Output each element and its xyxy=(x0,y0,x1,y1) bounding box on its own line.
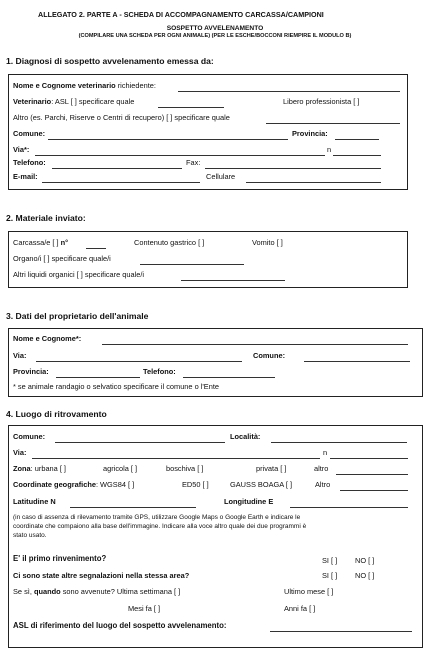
organo-checkbox[interactable]: Organo/i [ ] specificare quale/i xyxy=(13,254,111,263)
owner-name-field[interactable] xyxy=(102,344,408,345)
via-field[interactable] xyxy=(35,155,325,156)
civico-label: n xyxy=(327,145,332,154)
email-label: E-mail: xyxy=(13,172,38,181)
coordinate-altro-field[interactable] xyxy=(340,490,408,491)
luogo-via-label: Via: xyxy=(13,448,27,457)
liquidi-specify-field[interactable] xyxy=(181,280,285,281)
altro-ente-label: Altro (es. Parchi, Riserve o Centri di recupero) [ ] specificare quale xyxy=(13,113,230,122)
cellulare-field[interactable] xyxy=(246,182,381,183)
asl-riferimento-field[interactable] xyxy=(270,631,412,632)
primo-rinvenimento-label: E' il primo rinvenimento? xyxy=(13,554,107,563)
section-1-title: 1. Diagnosi di sospetto avvelenamento emessa da: xyxy=(6,56,214,66)
fax-label: Fax: xyxy=(186,158,201,167)
telefono-field[interactable] xyxy=(52,168,182,169)
section-2-title: 2. Materiale inviato: xyxy=(6,213,86,223)
luogo-civico-field[interactable] xyxy=(330,458,408,459)
asl-riferimento-label: ASL di riferimento del luogo del sospetto avvelenamento: xyxy=(13,621,227,630)
owner-provincia-field[interactable] xyxy=(56,377,140,378)
zona-privata-checkbox[interactable]: privata [ ] xyxy=(256,464,287,473)
longitudine-field[interactable] xyxy=(290,507,408,508)
owner-note: * se animale randagio o selvatico specificare il comune o l'Ente xyxy=(13,382,219,391)
email-field[interactable] xyxy=(42,182,200,183)
carcassa-checkbox[interactable]: Carcassa/e [ ] n° xyxy=(13,238,69,247)
coordinate-ed50-checkbox[interactable]: ED50 [ ] xyxy=(182,480,209,489)
primo-si-checkbox[interactable]: SI [ ] xyxy=(322,556,338,565)
localita-label: Località: xyxy=(230,432,261,441)
organo-specify-field[interactable] xyxy=(140,264,244,265)
vet-name-label: Nome e Cognome veterinario richiedente: xyxy=(13,81,156,90)
cellulare-label: Cellulare xyxy=(206,172,236,181)
owner-name-label: Nome e Cognome*: xyxy=(13,334,82,343)
owner-via-label: Via: xyxy=(13,351,27,360)
zona-boschiva-checkbox[interactable]: boschiva [ ] xyxy=(166,464,204,473)
altre-no-checkbox[interactable]: NO [ ] xyxy=(355,571,375,580)
comune-field[interactable] xyxy=(48,139,288,140)
latitudine-field[interactable] xyxy=(70,507,196,508)
zona-altro-label: altro xyxy=(314,464,329,473)
owner-via-field[interactable] xyxy=(36,361,242,362)
gps-info-line-3: stato usato. xyxy=(13,532,47,539)
asl-specify-field[interactable] xyxy=(158,107,224,108)
owner-comune-label: Comune: xyxy=(253,351,286,360)
altre-segnalazioni-label: Ci sono state altre segnalazioni nella stessa area? xyxy=(13,571,190,580)
liquidi-checkbox[interactable]: Altri liquidi organici [ ] specificare quale/i xyxy=(13,270,145,279)
provincia-field[interactable] xyxy=(335,139,379,140)
anni-fa-checkbox[interactable]: Anni fa [ ] xyxy=(284,604,316,613)
gps-info-line-2: coordinate che compaiono alla base dell'immagine. Indicare alla voce altro quale dei due programmi è xyxy=(13,523,307,530)
localita-field[interactable] xyxy=(271,442,407,443)
primo-no-checkbox[interactable]: NO [ ] xyxy=(355,556,375,565)
vomito-checkbox[interactable]: Vomito [ ] xyxy=(252,238,283,247)
gps-info-line-1: (in caso di assenza di rilevamento tramite GPS, utilizzare Google Maps o Google Earth e indicare le xyxy=(13,514,301,521)
ultima-settimana-checkbox[interactable]: Se sì, quando sono avvenute? Ultima settimana [ ] xyxy=(13,587,181,596)
form-header-title: ALLEGATO 2. PARTE A - SCHEDA DI ACCOMPAGNAMENTO CARCASSA/CAMPIONI xyxy=(38,10,324,19)
coordinate-altro-label: Altro xyxy=(315,480,331,489)
owner-provincia-label: Provincia: xyxy=(13,367,49,376)
comune-label: Comune: xyxy=(13,129,46,138)
owner-telefono-label: Telefono: xyxy=(143,367,176,376)
luogo-via-field[interactable] xyxy=(32,458,320,459)
section-3-title: 3. Dati del proprietario dell'animale xyxy=(6,311,149,321)
latitudine-label: Latitudine N xyxy=(13,497,56,506)
zona-urbana-checkbox[interactable]: Zona: urbana [ ] xyxy=(13,464,66,473)
luogo-comune-label: Comune: xyxy=(13,432,46,441)
altro-ente-field[interactable] xyxy=(266,123,400,124)
mesi-fa-checkbox[interactable]: Mesi fa [ ] xyxy=(128,604,161,613)
owner-telefono-field[interactable] xyxy=(183,377,275,378)
coordinate-gauss-checkbox[interactable]: GAUSS BOAGA [ ] xyxy=(230,480,293,489)
longitudine-label: Longitudine E xyxy=(224,497,274,506)
carcassa-number-field[interactable] xyxy=(86,248,106,249)
fax-field[interactable] xyxy=(205,168,381,169)
form-header-subtitle: SOSPETTO AVVELENAMENTO xyxy=(166,25,264,32)
telefono-label: Telefono: xyxy=(13,158,46,167)
owner-comune-field[interactable] xyxy=(304,361,410,362)
civico-field[interactable] xyxy=(333,155,381,156)
luogo-comune-field[interactable] xyxy=(55,442,225,443)
contenuto-gastrico-checkbox[interactable]: Contenuto gastrico [ ] xyxy=(134,238,205,247)
provincia-label: Provincia: xyxy=(292,129,328,138)
section-4-title: 4. Luogo di ritrovamento xyxy=(6,409,107,419)
vet-name-field[interactable] xyxy=(178,91,400,92)
luogo-civico-label: n xyxy=(323,448,328,457)
zona-agricola-checkbox[interactable]: agricola [ ] xyxy=(103,464,138,473)
ultimo-mese-checkbox[interactable]: Ultimo mese [ ] xyxy=(284,587,334,596)
libero-professionista-checkbox[interactable]: Libero professionista [ ] xyxy=(283,97,360,106)
via-label: Via*: xyxy=(13,145,30,154)
veterinario-asl-label: Veterinario: ASL [ ] specificare quale xyxy=(13,97,135,106)
zona-altro-field[interactable] xyxy=(336,474,408,475)
coordinate-wgs84-checkbox[interactable]: Coordinate geografiche: WGS84 [ ] xyxy=(13,480,135,489)
altre-si-checkbox[interactable]: SI [ ] xyxy=(322,571,338,580)
form-header-instructions: (COMPILARE UNA SCHEDA PER OGNI ANIMALE) (PER LE ESCHE/BOCCONI RIEMPIRE IL MODULO B) xyxy=(78,33,352,39)
